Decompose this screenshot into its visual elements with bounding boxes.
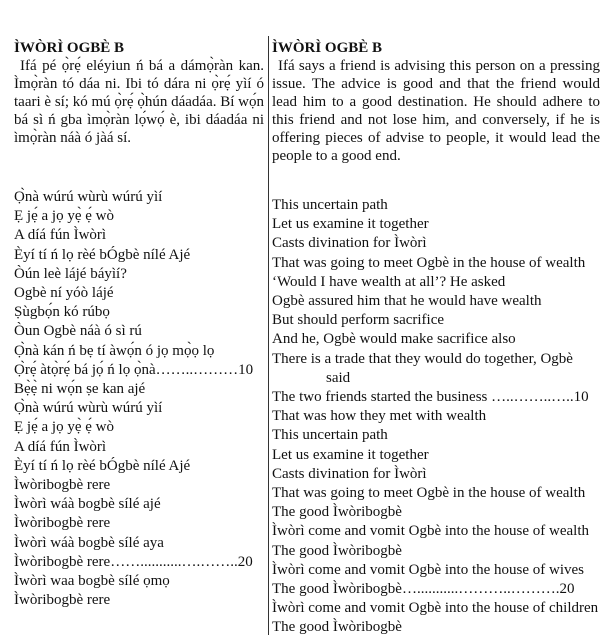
verse-line: Èyí tí ń lọ rèé bÓgbè nílé Ajé <box>14 457 191 474</box>
verse-line-continued: said <box>326 369 351 386</box>
verse-line: Ìwòribogbè rere……...........….……..20 <box>14 553 253 570</box>
verse-line: Ọ̀rẹ́ àtọ̀rẹ́ bá jọ́ ń lọ ọ̀nà……..………10 <box>14 361 254 378</box>
english-verses <box>272 196 598 638</box>
verse-line: Òun Ogbè náà ó sì rú <box>14 323 142 340</box>
verse-line: Bẹ̀ẹ̀ ni wọ́n ṣe kan ajé <box>14 381 146 398</box>
verse-line: And he, Ogbè would make sacrifice also <box>272 331 516 348</box>
verse-line: Ogbè assured him that he would have wealth <box>272 293 542 310</box>
verse-line: A díá fún Ìwòrì <box>14 438 107 455</box>
verse-line: Ṣùgbọ́n kó rúbọ <box>14 304 110 321</box>
verse-line: The good Ìwòribogbè <box>272 542 402 559</box>
verse-line: Let us examine it together <box>272 446 429 463</box>
verse-line: Ìwòribogbè rere <box>14 515 111 532</box>
verse-line: Ìwòrì come and vomit Ogbè into the house of wealth <box>272 523 590 540</box>
verse-line: The two friends started the business …..……..…..10 <box>272 389 589 406</box>
verse-line: That was how they met with wealth <box>272 408 487 425</box>
verse-line: Ìwòrì wáà bogbè sílé ajé <box>14 496 161 513</box>
yoruba-intro: Ifá pé ọ̀rẹ́ eléyiun ń bá a dámọ̀ràn kan. Ìmọ̀ràn tó dáa ni. Ibi tó dára ni ọ̀rẹ́ yìí ó taari è sí; kó mú ọ̀rẹ́ ọ̀hún dáadáa. Bí wọ́n bá sì ń gba ìmọ̀ràn lọ́wọ́ è, ibi dáadáa ni ìmọ̀ràn náà ó jàá sí. <box>14 58 264 146</box>
yoruba-verses <box>14 188 253 610</box>
verse-line: Ìwòribogbè rere <box>14 477 111 494</box>
verse-line: The good Ìwòribogbè…...........………..……….20 <box>272 581 575 598</box>
verse-line: Ìwòribogbè rere <box>14 592 111 609</box>
verse-line: This uncertain path <box>272 427 388 444</box>
verse-line: ‘Would I have wealth at all’? He asked <box>272 273 506 290</box>
verse-line: This uncertain path <box>272 197 388 213</box>
english-column <box>272 40 600 636</box>
verse-line: Ìwòrì come and vomit Ogbè into the house of wives <box>272 561 585 578</box>
verse-line: Èyí tí ń lọ rèé bÓgbè nílé Ajé <box>14 246 191 263</box>
yoruba-column <box>14 40 264 609</box>
verse-line: Ẹ jẹ́ a jọ yẹ̀ ẹ́ wò <box>14 419 114 436</box>
verse-line: Òún leè lájé báyìí? <box>14 265 127 282</box>
verse-line: That was going to meet Ogbè in the house of wealth <box>272 254 586 271</box>
column-divider <box>268 36 269 635</box>
verse-line: Ọ̀nà kán ń bẹ tí àwọ́n ó jọ mọ̀ọ lọ <box>14 342 215 359</box>
verse-line: Ọ̀nà wúrú wùrù wúrú yìí <box>14 400 163 417</box>
verse-line: Ìwòrì come and vomit Ogbè into the house of children <box>272 600 599 617</box>
verse-line: There is a trade that they would do together, Ogbè <box>272 350 573 367</box>
english-intro: Ifá says a friend is advising this person on a pressing issue. The advice is good and that the friend would lead him to a good destination. He should adhere to this friend and not lose him, and conversely, if he is offering pieces of advise to people, it would lead the people to a good end. <box>272 58 600 164</box>
verse-line: Casts divination for Ìwòrì <box>272 465 427 482</box>
verse-line: Ọ̀nà wúrú wùrù wúrú yìí <box>14 189 163 205</box>
verse-line: Let us examine it together <box>272 216 429 233</box>
verse-line: Ẹ jẹ́ a jọ yẹ̀ ẹ́ wò <box>14 208 114 225</box>
verse-line: Casts divination for Ìwòrì <box>272 235 427 252</box>
verse-line: The good Ìwòribogbè <box>272 504 402 521</box>
yoruba-title: ÌWÒRÌ OGBÈ B <box>14 40 125 56</box>
verse-line: That was going to meet Ogbè in the house of wealth <box>272 485 586 502</box>
verse-line: Ìwòrì wáà bogbè sílé aya <box>14 534 164 551</box>
verse-line: Ìwòrì waa bogbè sílé ọmọ <box>14 573 170 590</box>
english-title: ÌWÒRÌ OGBÈ B <box>272 40 383 56</box>
verse-line: The good Ìwòribogbè <box>272 619 402 636</box>
verse-line: A díá fún Ìwòrì <box>14 227 107 244</box>
verse-line: But should perform sacrifice <box>272 312 445 329</box>
verse-line: Ogbè ní yóò lájé <box>14 285 114 302</box>
